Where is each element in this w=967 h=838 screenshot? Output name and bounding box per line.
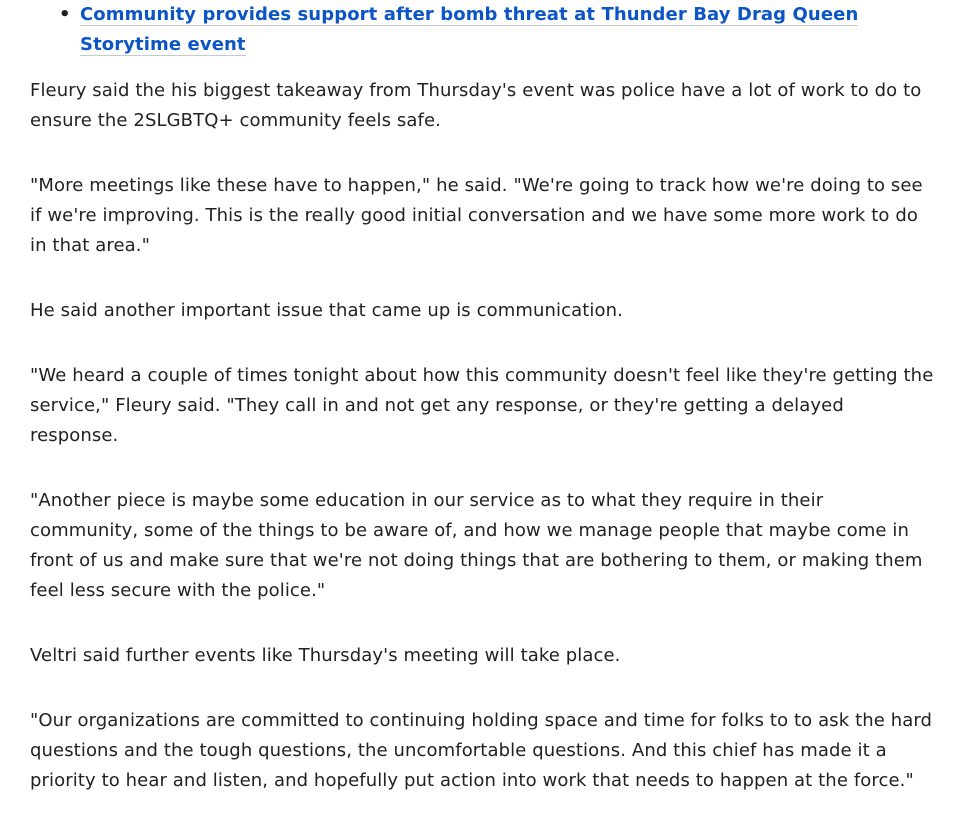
- article-body: [30, 0, 935, 791]
- article-paragraph: "More meetings like these have to happen," he said. "We're going to track how we're doing to see if we're improving. This is the really good initial conversation and we have some more work to do in that area.": [30, 175, 923, 256]
- article-paragraph: "We heard a couple of times tonight about how this community doesn't feel like they're getting the service," Fleury said. "They call in and not get any response, or they're getting a delayed response.: [30, 365, 934, 446]
- article-paragraph: "Another piece is maybe some education in our service as to what they require in their community, some of the things to be aware of, and how we manage people that maybe come in front of us and make sure that we're not doing things that are bothering to them, or making them feel less secure with the police.": [30, 490, 923, 601]
- article-paragraph: Veltri said further events like Thursday's meeting will take place.: [30, 645, 621, 666]
- article-paragraph: He said another important issue that came up is communication.: [30, 300, 623, 321]
- related-stories-list: [30, 0, 935, 60]
- article-paragraph: Fleury said the his biggest takeaway from Thursday's event was police have a lot of work to do to ensure the 2SLGBTQ+ community feels safe.: [30, 80, 922, 131]
- article-paragraph: "Our organizations are committed to continuing holding space and time for folks to to ask the hard questions and the tough questions, the uncomfortable questions. And this chief has made it a priority to hear and listen, and hopefully put action into work that needs to happen at the force.": [30, 710, 933, 791]
- bullet-icon: •: [59, 4, 71, 25]
- related-story-item: [59, 0, 935, 60]
- related-story-link[interactable]: Community provides support after bomb threat at Thunder Bay Drag Queen Storytime event: [80, 4, 859, 55]
